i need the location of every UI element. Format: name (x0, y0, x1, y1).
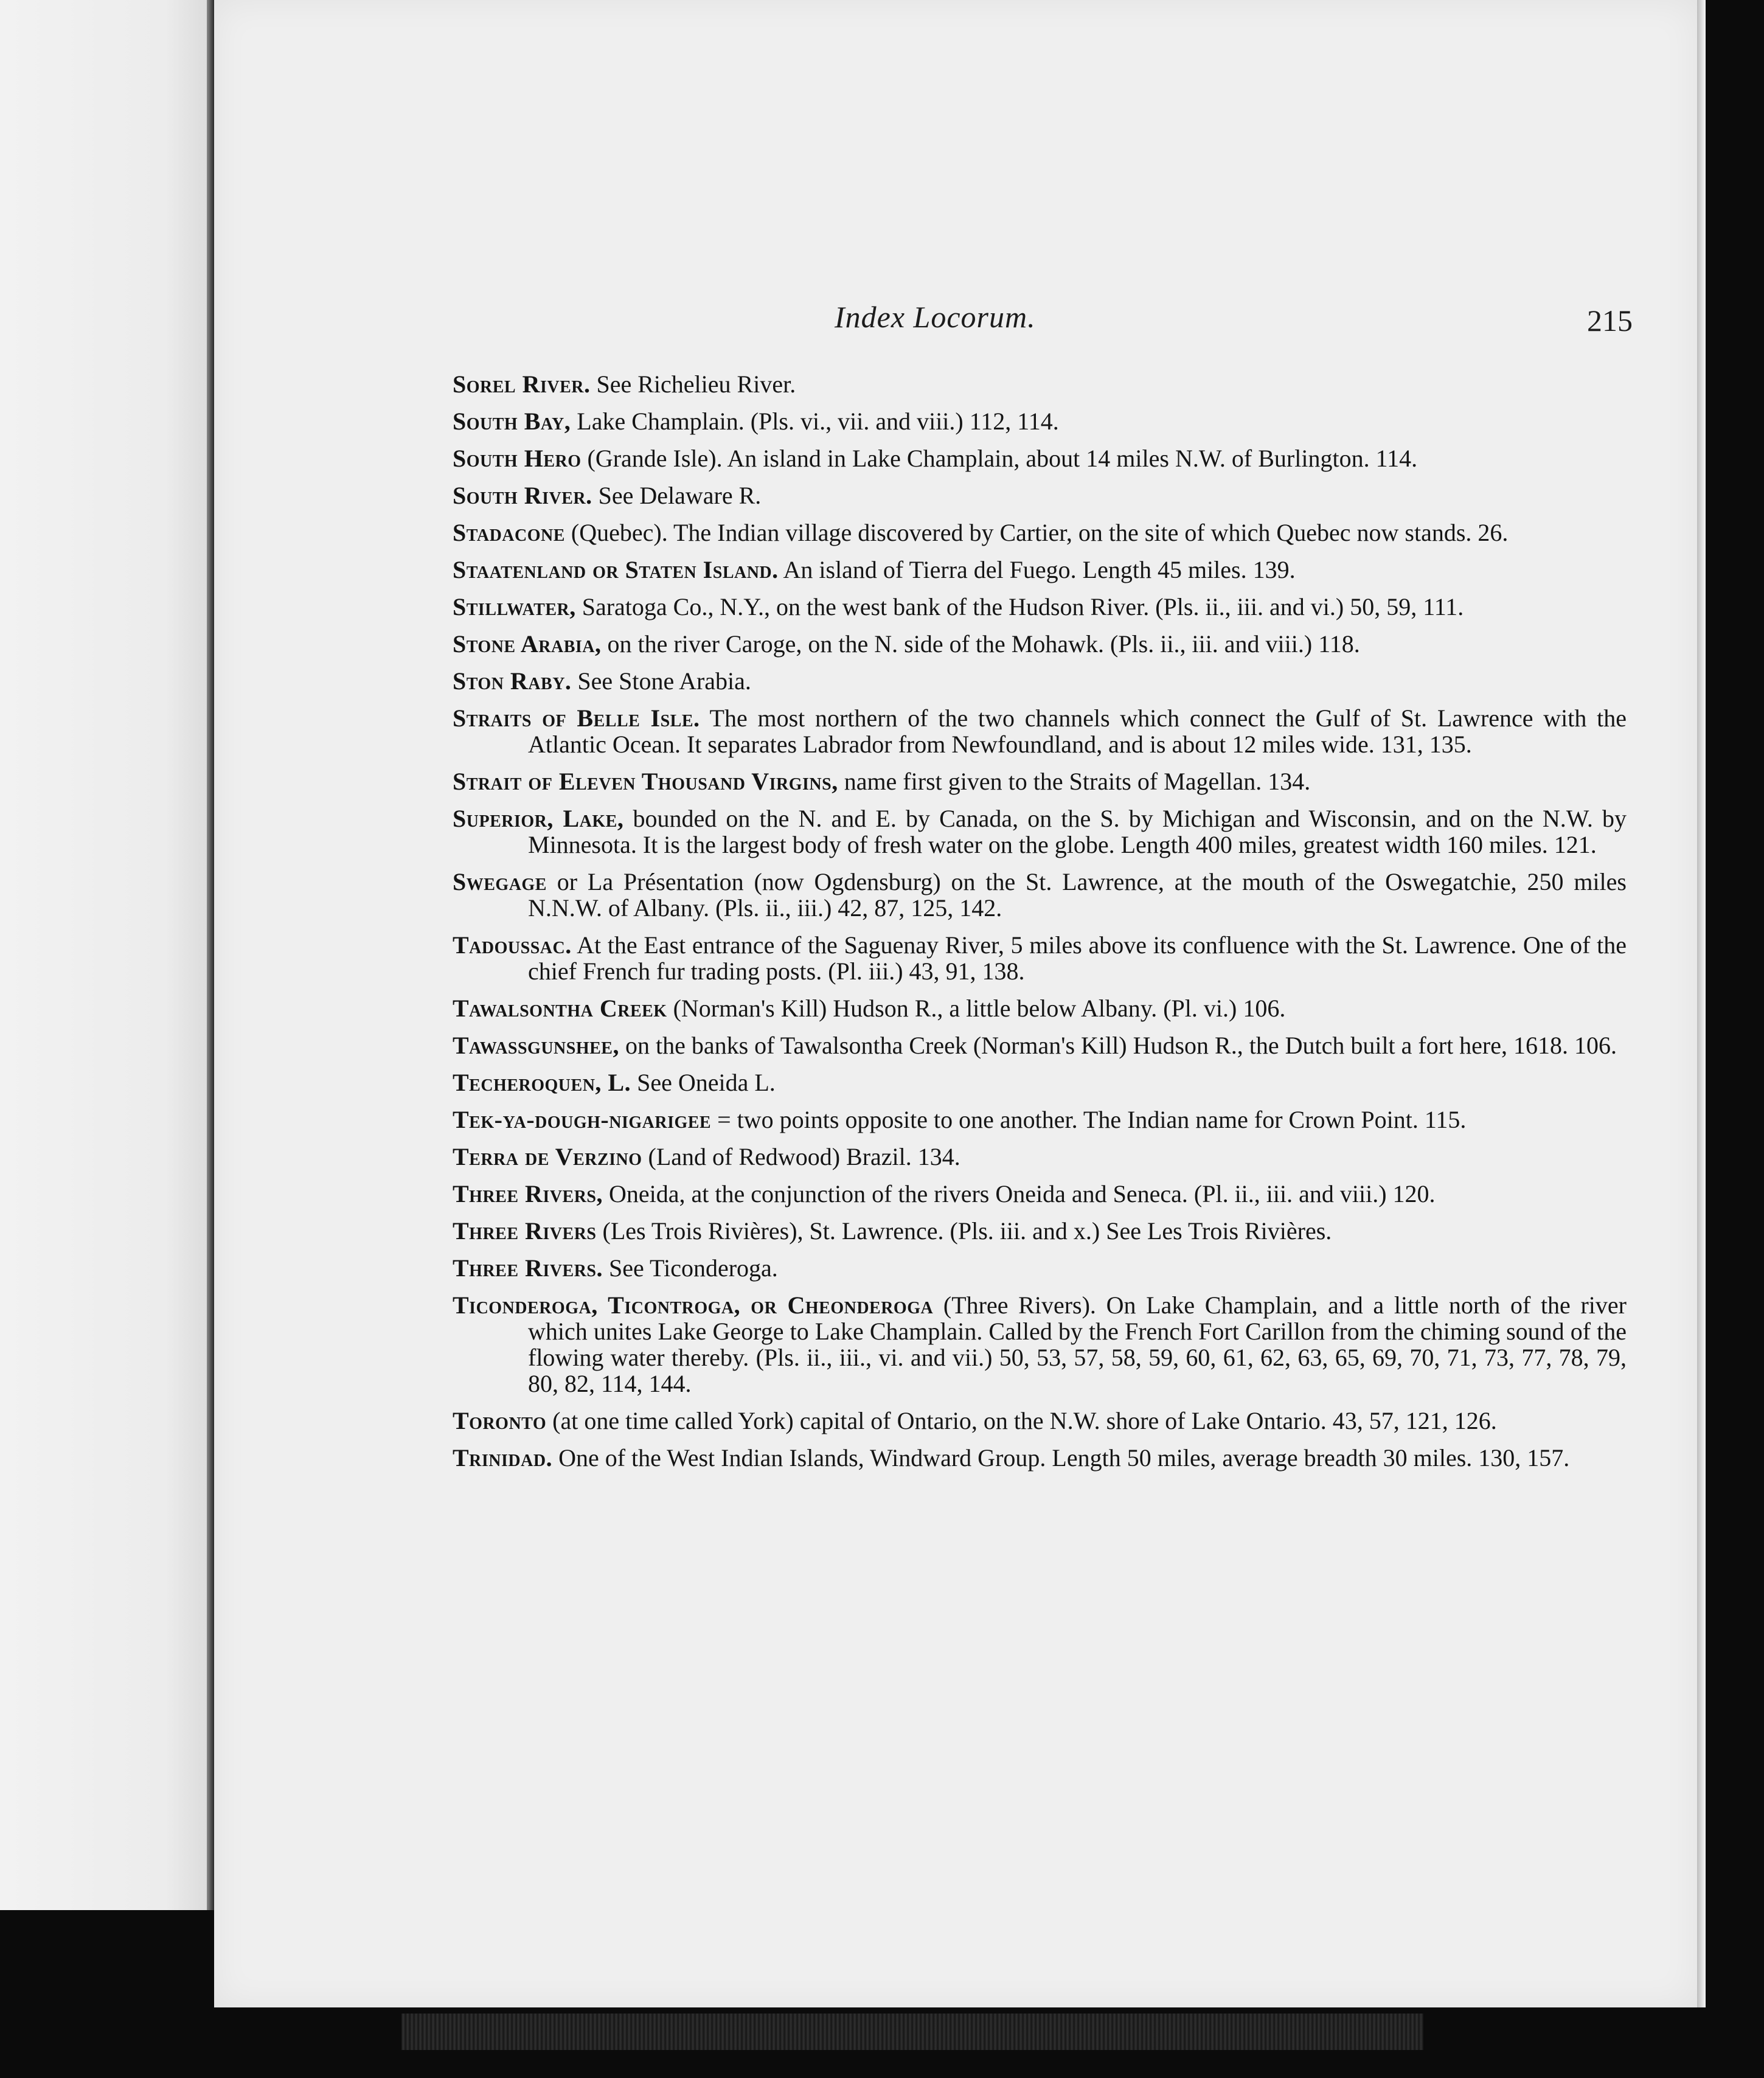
entry-headword: South Hero (453, 445, 582, 472)
entry-headword: Ston Raby. (453, 667, 572, 695)
index-entry (453, 445, 1627, 471)
index-entry (453, 1107, 1627, 1133)
index-entry (453, 869, 1627, 921)
entry-text: See Stone Arabia. (571, 667, 751, 695)
index-entry (453, 371, 1627, 397)
index-entry (453, 631, 1627, 657)
entry-headword: South River. (453, 482, 592, 509)
entry-text: (Grande Isle). An island in Lake Champlain, about 14 miles N.W. of Burlington. 114. (581, 445, 1418, 472)
entry-text: = two points opposite to one another. The Indian name for Crown Point. 115. (711, 1106, 1467, 1133)
entry-text: An island of Tierra del Fuego. Length 45 miles. 139. (778, 556, 1296, 583)
entry-headword: Swegage (453, 868, 547, 895)
page-number: 215 (1587, 304, 1633, 338)
index-entry (453, 1255, 1627, 1281)
index-entry (453, 594, 1627, 620)
index-entry (453, 1218, 1627, 1244)
index-entry (453, 805, 1627, 858)
entry-text: bounded on the N. and E. by Canada, on the S. by Michigan and Wisconsin, and on the N.W. by Minnesota. It is the largest body of fresh water on the globe. Length 400 miles, greatest width 160 miles. 121. (528, 805, 1627, 858)
entry-headword: Trinidad. (453, 1444, 553, 1472)
entry-headword: Three Rivers, (453, 1180, 603, 1208)
index-entry (453, 1181, 1627, 1207)
entry-text: (Norman's Kill) Hudson R., a little below Albany. (Pl. vi.) 106. (667, 995, 1286, 1022)
index-entry (453, 557, 1627, 583)
entry-headword: Three Rivers (453, 1217, 597, 1245)
entry-headword: Stillwater, (453, 593, 576, 620)
entry-headword: Terra de Verzino (453, 1143, 642, 1170)
entry-text: on the banks of Tawalsontha Creek (Norman's Kill) Hudson R., the Dutch built a fort here, 1618. 106. (619, 1032, 1617, 1059)
index-entry (453, 1069, 1627, 1096)
index-entry (453, 1292, 1627, 1397)
entry-headword: Toronto (453, 1407, 547, 1434)
index-entry (453, 932, 1627, 984)
entry-headword: Tadoussac. (453, 931, 572, 959)
scan-bottom-artifact (401, 2014, 1423, 2050)
index-entry (453, 668, 1627, 694)
entry-text: name first given to the Straits of Magellan. 134. (838, 768, 1311, 795)
index-entries (453, 371, 1627, 1482)
entry-headword: Tawalsontha Creek (453, 995, 667, 1022)
index-entry (453, 705, 1627, 757)
entry-headword: Tek-ya-dough-nigarigee (453, 1106, 712, 1133)
index-entry (453, 1445, 1627, 1471)
entry-headword: Stadacone (453, 519, 565, 546)
entry-headword: Tawassgunshee, (453, 1032, 619, 1059)
index-entry (453, 1032, 1627, 1058)
entry-headword: Superior, Lake, (453, 805, 624, 832)
entry-text: At the East entrance of the Saguenay River, 5 miles above its confluence with the St. Lawrence. One of the chief French fur trading posts. (Pl. iii.) 43, 91, 138. (528, 931, 1627, 985)
entry-text: (Land of Redwood) Brazil. 134. (642, 1143, 960, 1170)
entry-headword: Sorel River. (453, 370, 591, 398)
book-page (214, 0, 1697, 2007)
entry-text: See Ticonderoga. (603, 1254, 778, 1282)
entry-text: (Quebec). The Indian village discovered by Cartier, on the site of which Quebec now stands. 26. (564, 519, 1509, 546)
entry-text: on the river Caroge, on the N. side of the Mohawk. (Pls. ii., iii. and viii.) 118. (601, 630, 1360, 658)
index-entry (453, 768, 1627, 794)
entry-headword: Three Rivers. (453, 1254, 603, 1282)
entry-text: Saratoga Co., N.Y., on the west bank of the Hudson River. (Pls. ii., iii. and vi.) 50, 59, 111. (575, 593, 1464, 620)
page-right-edge (1697, 0, 1706, 2007)
index-entry (453, 995, 1627, 1021)
facing-page-edge (0, 0, 209, 1910)
entry-text: Lake Champlain. (Pls. vi., vii. and viii.) 112, 114. (571, 408, 1059, 435)
entry-text: See Delaware R. (592, 482, 762, 509)
entry-headword: South Bay, (453, 408, 571, 435)
entry-text: (Les Trois Rivières), St. Lawrence. (Pls. iii. and x.) See Les Trois Rivières. (596, 1217, 1332, 1245)
entry-headword: Ticonderoga, Ticontroga, or Cheonderoga (453, 1291, 934, 1319)
page-header (214, 299, 1697, 342)
entry-text: The most northern of the two channels which connect the Gulf of St. Lawrence with the Atlantic Ocean. It separates Labrador from Newfoundland, and is about 12 miles wide. 131, 135. (528, 704, 1627, 758)
entry-text: One of the West Indian Islands, Windward Group. Length 50 miles, average breadth 30 miles. 130, 157. (552, 1444, 1570, 1472)
index-entry (453, 520, 1627, 546)
index-entry (453, 482, 1627, 509)
entry-text: (at one time called York) capital of Ontario, on the N.W. shore of Lake Ontario. 43, 57, 121, 126. (546, 1407, 1497, 1434)
entry-headword: Straits of Belle Isle. (453, 704, 700, 732)
index-entry (453, 408, 1627, 434)
entry-text: See Richelieu River. (590, 370, 796, 398)
running-title: Index Locorum. (835, 300, 1036, 334)
entry-headword: Staatenland or Staten Island. (453, 556, 779, 583)
entry-text: Oneida, at the conjunction of the rivers Oneida and Seneca. (Pl. ii., iii. and viii.) 120. (603, 1180, 1436, 1208)
entry-text: or La Présentation (now Ogdensburg) on the St. Lawrence, at the mouth of the Oswegatchie, 250 miles N.N.W. of Albany. (Pls. ii., iii.) 42, 87, 125, 142. (528, 868, 1627, 922)
entry-headword: Stone Arabia, (453, 630, 602, 658)
index-entry (453, 1408, 1627, 1434)
index-entry (453, 1144, 1627, 1170)
entry-text: See Oneida L. (631, 1069, 776, 1096)
entry-headword: Strait of Eleven Thousand Virgins, (453, 768, 838, 795)
gutter-shadow (207, 0, 214, 1910)
entry-text: (Three Rivers). On Lake Champlain, and a little north of the river which unites Lake George to Lake Champlain. Called by the French Fort Carillon from the chiming sound of the flowing water thereby. (Pls. ii., iii., vi. and vii.) 50, 53, 57, 58, 59, 60, 61, 62, 63, 65, 69, 70, 71, 73, 77, 78, 79, 80, 82, 114, 144. (528, 1291, 1627, 1397)
entry-headword: Techeroquen, L. (453, 1069, 631, 1096)
